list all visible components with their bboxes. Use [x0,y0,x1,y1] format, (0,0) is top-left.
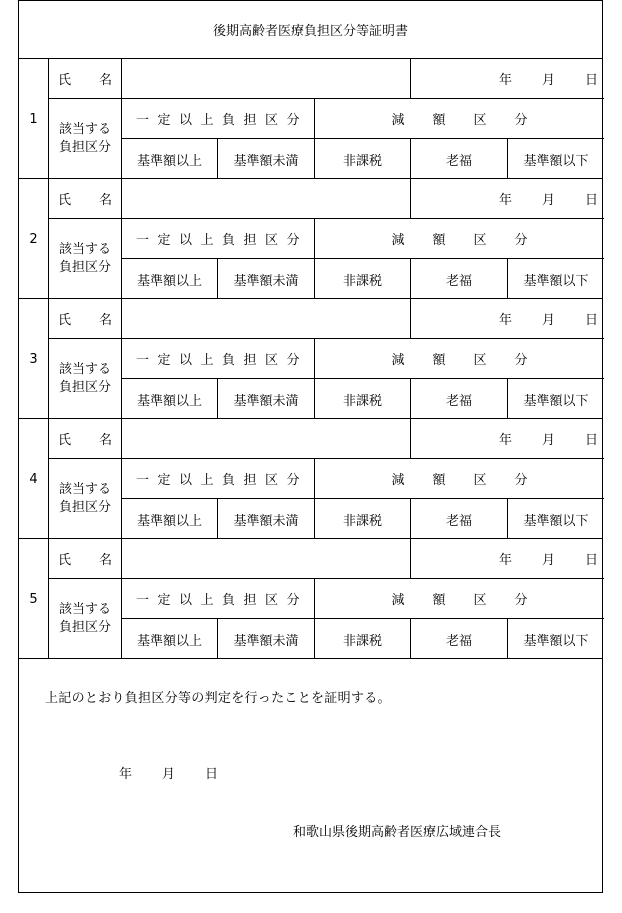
name-field[interactable] [122,539,411,579]
category-option[interactable]: 基準額以下 [523,273,589,289]
category-option[interactable]: 非課税 [315,379,411,419]
category-option[interactable]: 基準額以下 [523,633,589,649]
applicable-category-line2: 負担区分 [58,620,111,635]
name-field[interactable] [122,299,411,339]
year-label: 年 [498,553,512,568]
category-option[interactable]: 老福 [411,379,508,419]
entry-block [19,179,602,299]
applicable-category-label [49,459,122,539]
entry-date[interactable] [411,59,604,99]
category-option[interactable]: 老福 [411,139,508,179]
ichitei-header: 一定以上負担区分 [122,579,315,619]
category-option[interactable]: 老福 [411,499,508,539]
category-option[interactable]: 老福 [411,619,508,659]
month-label: 月 [541,73,555,88]
applicable-category-label [49,339,122,419]
entry-number: 4 [19,419,49,539]
ichitei-header: 一定以上負担区分 [122,219,315,259]
name-field[interactable] [122,179,411,219]
name-label: 氏名 [49,539,122,579]
category-option[interactable]: 基準額以上 [122,499,218,539]
category-option[interactable]: 基準額以上 [122,139,218,179]
document-title: 後期高齢者医療負担区分等証明書 [19,1,602,59]
category-option[interactable]: 基準額以下 [523,393,589,409]
gengaku-header: 減額区分 [315,219,604,259]
entry-block [19,419,602,539]
applicable-category-line1: 該当する [58,362,111,377]
applicable-category-line2: 負担区分 [58,380,111,395]
category-option[interactable]: 基準額以上 [122,379,218,419]
gengaku-header: 減額区分 [315,99,604,139]
entry-number: 5 [19,539,49,659]
entry-number: 3 [19,299,49,419]
entry-number: 1 [19,59,49,179]
issue-day-label: 日 [205,767,219,782]
applicable-category-line2: 負担区分 [58,500,111,515]
name-label: 氏名 [49,299,122,339]
gengaku-header: 減額区分 [315,459,604,499]
name-label: 氏名 [49,419,122,459]
applicable-category-line1: 該当する [58,602,111,617]
entry-date[interactable] [411,179,604,219]
name-field[interactable] [122,59,411,99]
issuer-name: 和歌山県後期高齢者医療広域連合長 [293,825,502,840]
category-option[interactable]: 基準額未満 [218,139,315,179]
gengaku-header: 減額区分 [315,339,604,379]
category-option[interactable]: 基準額以下 [523,153,589,169]
entry-number: 2 [19,179,49,299]
day-label: 日 [584,313,598,328]
category-option[interactable]: 非課税 [315,619,411,659]
certification-statement: 上記のとおり負担区分等の判定を行ったことを証明する。 [45,691,391,706]
category-option[interactable]: 非課税 [315,259,411,299]
entry-block [19,59,602,179]
issue-date [119,763,218,782]
name-field[interactable] [122,419,411,459]
applicable-category-line2: 負担区分 [58,260,111,275]
category-option[interactable]: 基準額未満 [218,379,315,419]
year-label: 年 [498,73,512,88]
category-option[interactable]: 老福 [411,259,508,299]
category-option[interactable]: 基準額未満 [218,259,315,299]
applicable-category-label [49,219,122,299]
entry-date[interactable] [411,539,604,579]
applicable-category-label [49,99,122,179]
entry-date[interactable] [411,419,604,459]
category-option[interactable]: 基準額以下 [523,513,589,529]
entry-date[interactable] [411,299,604,339]
category-option[interactable]: 非課税 [315,139,411,179]
applicable-category-line2: 負担区分 [58,140,111,155]
month-label: 月 [541,313,555,328]
entry-block [19,299,602,419]
applicable-category-label [49,579,122,659]
ichitei-header: 一定以上負担区分 [122,99,315,139]
year-label: 年 [498,433,512,448]
applicable-category-line1: 該当する [58,242,111,257]
category-option[interactable]: 基準額以上 [122,619,218,659]
day-label: 日 [584,193,598,208]
name-label: 氏名 [49,179,122,219]
month-label: 月 [541,553,555,568]
entry-block [19,539,602,659]
category-option[interactable]: 基準額未満 [218,619,315,659]
day-label: 日 [584,433,598,448]
name-label: 氏名 [49,59,122,99]
day-label: 日 [584,553,598,568]
month-label: 月 [541,433,555,448]
issue-month-label: 月 [162,767,176,782]
certificate-form [18,0,603,893]
year-label: 年 [498,313,512,328]
ichitei-header: 一定以上負担区分 [122,339,315,379]
issue-year-label: 年 [119,767,133,782]
month-label: 月 [541,193,555,208]
applicable-category-line1: 該当する [58,122,111,137]
year-label: 年 [498,193,512,208]
category-option[interactable]: 基準額以上 [122,259,218,299]
applicable-category-line1: 該当する [58,482,111,497]
category-option[interactable]: 非課税 [315,499,411,539]
ichitei-header: 一定以上負担区分 [122,459,315,499]
category-option[interactable]: 基準額未満 [218,499,315,539]
gengaku-header: 減額区分 [315,579,604,619]
day-label: 日 [584,73,598,88]
